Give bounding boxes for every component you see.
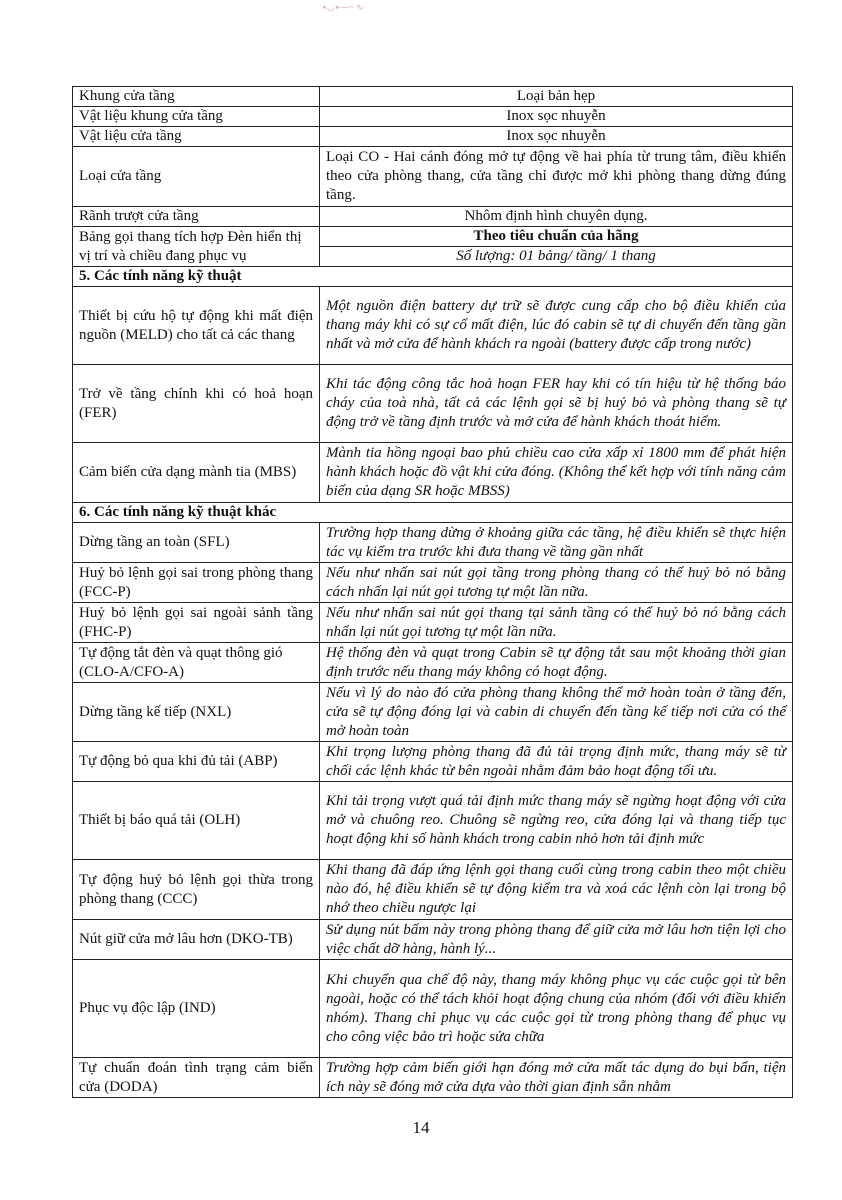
row-value: Nếu vì lý do nào đó cửa phòng thang không thể mở hoàn toàn ở tầng đến, cửa sẽ tự động đóng lại và cabin di chuyển đến tầng kế tiếp nơi cửa có thể mở hoàn toàn bbox=[320, 683, 793, 742]
table-row bbox=[73, 683, 793, 742]
section-title: 5. Các tính năng kỹ thuật bbox=[73, 267, 793, 287]
table-row bbox=[73, 87, 793, 107]
table-row bbox=[73, 523, 793, 563]
table-row bbox=[73, 782, 793, 860]
row-label: Bảng gọi thang tích hợp Đèn hiển thị vị trí và chiều đang phục vụ bbox=[73, 227, 320, 267]
row-value: Nếu như nhấn sai nút gọi thang tại sảnh tầng có thể huỷ bỏ nó bằng cách nhấn lại nút gọi tương tự một lần nữa. bbox=[320, 603, 793, 643]
table-row bbox=[73, 960, 793, 1058]
row-value: Inox sọc nhuyễn bbox=[320, 127, 793, 147]
row-value: Nếu như nhấn sai nút gọi tầng trong phòng thang có thể huỷ bỏ nó bằng cách nhấn lại nút gọi tương tự một lần nữa. bbox=[320, 563, 793, 603]
row-label: Thiết bị báo quá tải (OLH) bbox=[73, 782, 320, 860]
section-header bbox=[73, 267, 793, 287]
row-value: Hệ thống đèn và quạt trong Cabin sẽ tự động tắt sau một khoảng thời gian định trước nếu thang máy không có hoạt động. bbox=[320, 643, 793, 683]
row-label: Phục vụ độc lập (IND) bbox=[73, 960, 320, 1058]
row-label: Tự chuẩn đoán tình trạng cảm biến cửa (DODA) bbox=[73, 1058, 320, 1098]
table-row bbox=[73, 147, 793, 207]
row-label: Dừng tầng kế tiếp (NXL) bbox=[73, 683, 320, 742]
table-row bbox=[73, 860, 793, 920]
row-value: Khi trọng lượng phòng thang đã đủ tải trọng định mức, thang máy sẽ từ chối các lệnh khác từ bên ngoài nhằm đảm bảo hoạt động tối ưu. bbox=[320, 742, 793, 782]
row-value: Trường hợp cảm biến giới hạn đóng mở cửa mất tác dụng do bụi bẩn, tiện ích này sẽ đóng mở cửa dựa vào thời gian định sẵn nhằm bbox=[320, 1058, 793, 1098]
table-row bbox=[73, 107, 793, 127]
table-row bbox=[73, 643, 793, 683]
page-number: 14 bbox=[412, 1118, 430, 1137]
table-row bbox=[73, 742, 793, 782]
row-label: Huỷ bỏ lệnh gọi sai ngoài sảnh tầng (FHC-P) bbox=[73, 603, 320, 643]
table-row bbox=[73, 1058, 793, 1098]
row-label: Thiết bị cứu hộ tự động khi mất điện nguồn (MELD) cho tất cả các thang bbox=[73, 287, 320, 365]
row-value: Loại CO - Hai cánh đóng mở tự động về hai phía từ trung tâm, điều khiển theo cửa phòng thang, cửa tầng chỉ được mở khi phòng thang dừng đúng tầng. bbox=[320, 147, 793, 207]
row-value-secondary: Số lượng: 01 bảng/ tầng/ 1 thang bbox=[320, 247, 793, 267]
spec-table bbox=[72, 86, 793, 1098]
row-label: Dừng tầng an toàn (SFL) bbox=[73, 523, 320, 563]
table-row bbox=[73, 443, 793, 503]
row-label: Vật liệu khung cửa tầng bbox=[73, 107, 320, 127]
row-label: Khung cửa tầng bbox=[73, 87, 320, 107]
row-label: Rãnh trượt cửa tầng bbox=[73, 207, 320, 227]
table-row bbox=[73, 207, 793, 227]
table-row bbox=[73, 920, 793, 960]
row-label: Nút giữ cửa mở lâu hơn (DKO-TB) bbox=[73, 920, 320, 960]
row-value: Khi thang đã đáp ứng lệnh gọi thang cuối cùng trong cabin theo một chiều nào đó, hệ điều khiển sẽ tự động kiểm tra và xoá các lệnh còn lại trong bộ nhớ theo chiều ngược lại bbox=[320, 860, 793, 920]
row-value: Loại bản hẹp bbox=[320, 87, 793, 107]
row-label: Tự động huỷ bỏ lệnh gọi thừa trong phòng thang (CCC) bbox=[73, 860, 320, 920]
row-label: Tự động bỏ qua khi đủ tải (ABP) bbox=[73, 742, 320, 782]
row-label: Vật liệu cửa tầng bbox=[73, 127, 320, 147]
table-row bbox=[73, 563, 793, 603]
row-value: Khi tác động công tắc hoả hoạn FER hay khi có tín hiệu từ hệ thống báo cháy của toà nhà, tất cả các lệnh gọi sẽ bị huỷ bỏ và phòng thang sẽ tự động trở về tầng định trước và mở cửa để hành khách thoát hiểm. bbox=[320, 365, 793, 443]
row-value: Trường hợp thang dừng ở khoảng giữa các tầng, hệ điều khiển sẽ thực hiện tác vụ kiểm tra trước khi đưa thang về tầng gần nhất bbox=[320, 523, 793, 563]
row-label: Tự động tắt đèn và quạt thông gió (CLO-A/CFO-A) bbox=[73, 643, 320, 683]
row-value: Theo tiêu chuẩn của hãng bbox=[320, 227, 793, 247]
section-title: 6. Các tính năng kỹ thuật khác bbox=[73, 503, 793, 523]
row-label: Huỷ bỏ lệnh gọi sai trong phòng thang (FCC-P) bbox=[73, 563, 320, 603]
row-value: Inox sọc nhuyễn bbox=[320, 107, 793, 127]
section-header bbox=[73, 503, 793, 523]
row-label: Cảm biến cửa dạng mành tia (MBS) bbox=[73, 443, 320, 503]
scan-artifact: ٭◡٭—~ ∿ bbox=[322, 2, 364, 12]
row-value: Một nguồn điện battery dự trữ sẽ được cung cấp cho bộ điều khiển của thang máy khi có sự cố mất điện, lúc đó cabin sẽ tự di chuyển đến tầng gần nhất và mở cửa để hành khách ra ngoài (battery được cấp trong nước) bbox=[320, 287, 793, 365]
row-value: Khi chuyển qua chế độ này, thang máy không phục vụ các cuộc gọi từ bên ngoài, hoặc có thể tách khỏi hoạt động chung của nhóm (đối với điều khiển nhóm). Thang chỉ phục vụ các cuộc gọi từ trong phòng thang để phục vụ cho công việc bảo trì hoặc sửa chữa bbox=[320, 960, 793, 1058]
table-row bbox=[73, 287, 793, 365]
row-value: Nhôm định hình chuyên dụng. bbox=[320, 207, 793, 227]
table-row bbox=[73, 127, 793, 147]
row-value: Mành tia hồng ngoại bao phủ chiều cao cửa xấp xỉ 1800 mm để phát hiện hành khách hoặc đồ vật khi cửa đóng. (Không thể kết hợp với tính năng cảm biến của dạng SR hoặc MBSS) bbox=[320, 443, 793, 503]
row-value: Sử dụng nút bấm này trong phòng thang để giữ cửa mở lâu hơn tiện lợi cho việc chất dỡ hàng, hành lý... bbox=[320, 920, 793, 960]
table-row bbox=[73, 603, 793, 643]
table-row bbox=[73, 365, 793, 443]
row-label: Loại cửa tầng bbox=[73, 147, 320, 207]
table-row bbox=[73, 227, 793, 247]
row-value: Khi tải trọng vượt quá tải định mức thang máy sẽ ngừng hoạt động với cửa mở và chuông reo. Chuông sẽ ngừng reo, cửa đóng lại và thang tiếp tục hoạt động khi số hành khách trong cabin nhỏ hơn tải định mức bbox=[320, 782, 793, 860]
row-label: Trở về tầng chính khi có hoả hoạn (FER) bbox=[73, 365, 320, 443]
